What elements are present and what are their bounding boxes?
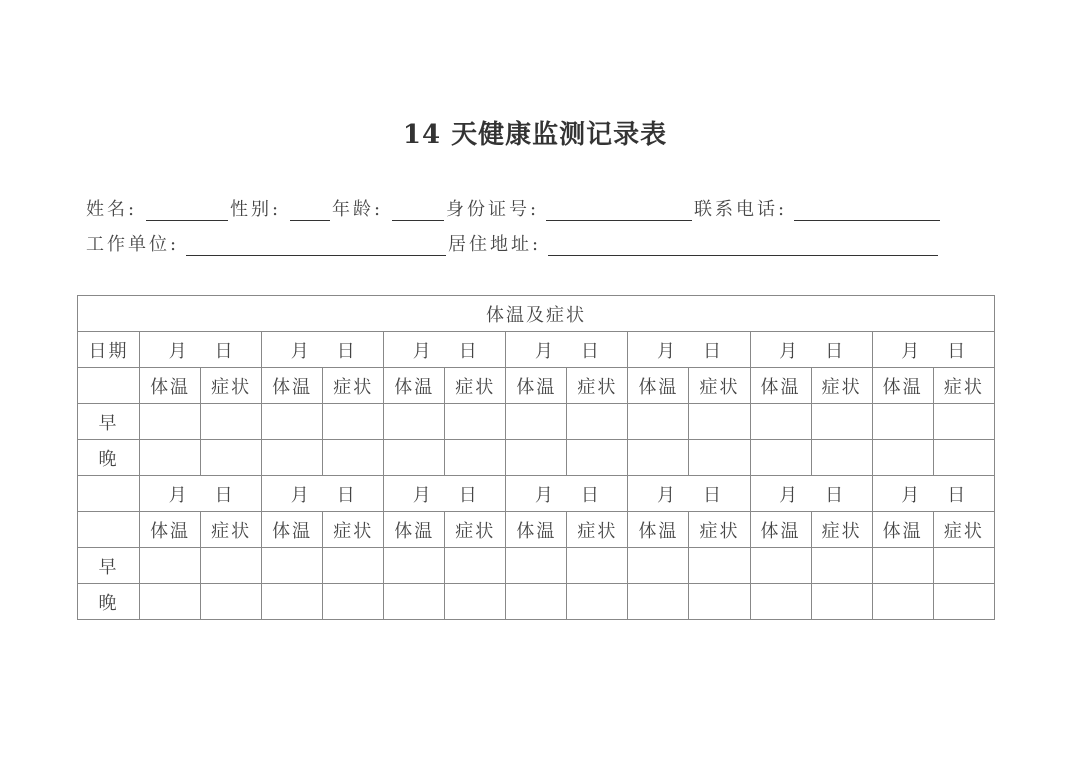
symptom-cell[interactable] [933, 404, 994, 440]
temperature-header: 体温 [872, 512, 933, 548]
month-label: 月 [779, 484, 798, 506]
date-cell[interactable] [140, 476, 262, 512]
month-day [413, 481, 477, 507]
temperature-cell[interactable] [140, 548, 201, 584]
month-day [779, 337, 843, 363]
temperature-cell[interactable] [506, 404, 567, 440]
symptom-cell[interactable] [323, 440, 384, 476]
symptom-header: 症状 [201, 368, 262, 404]
month-day [901, 481, 965, 507]
temperature-cell[interactable] [872, 440, 933, 476]
page-title: 14 天健康监测记录表 [402, 120, 668, 150]
day-label: 日 [947, 484, 966, 506]
temperature-cell[interactable] [262, 548, 323, 584]
work-unit-field[interactable] [186, 255, 446, 256]
date-cell[interactable] [750, 476, 872, 512]
temperature-header: 体温 [262, 512, 323, 548]
day-label: 日 [458, 484, 477, 506]
temperature-cell[interactable] [628, 440, 689, 476]
temperature-cell[interactable] [384, 584, 445, 620]
info-row-1 [86, 198, 946, 222]
symptom-cell[interactable] [567, 548, 628, 584]
subheader-row [78, 512, 995, 548]
symptom-cell[interactable] [445, 584, 506, 620]
temperature-cell[interactable] [750, 404, 811, 440]
month-label: 月 [656, 340, 675, 362]
temperature-cell[interactable] [262, 584, 323, 620]
month-label: 月 [168, 340, 187, 362]
age-label: 年龄: [332, 199, 384, 220]
gender-label: 性别: [230, 199, 282, 220]
name-field[interactable] [146, 220, 228, 221]
date-cell[interactable] [384, 476, 506, 512]
month-label: 月 [168, 484, 187, 506]
address-field[interactable] [548, 255, 938, 256]
temperature-cell[interactable] [506, 440, 567, 476]
symptom-cell[interactable] [445, 548, 506, 584]
temperature-header: 体温 [750, 368, 811, 404]
evening-row [78, 440, 995, 476]
symptom-cell[interactable] [323, 584, 384, 620]
name-label: 姓名: [86, 199, 138, 220]
symptom-header: 症状 [445, 512, 506, 548]
month-label: 月 [290, 340, 309, 362]
temperature-header: 体温 [384, 368, 445, 404]
day-label: 日 [336, 484, 355, 506]
temperature-cell[interactable] [140, 404, 201, 440]
month-label: 月 [534, 340, 553, 362]
symptom-header: 症状 [567, 368, 628, 404]
month-day [657, 481, 721, 507]
subheader-blank [78, 368, 140, 404]
month-label: 月 [779, 340, 798, 362]
symptom-cell[interactable] [689, 548, 750, 584]
temperature-header: 体温 [262, 368, 323, 404]
morning-row-label: 早 [78, 548, 140, 584]
symptom-cell[interactable] [933, 584, 994, 620]
symptom-cell[interactable] [811, 548, 872, 584]
month-label: 月 [901, 484, 920, 506]
health-record-table [77, 295, 995, 620]
month-day [657, 337, 721, 363]
symptom-header: 症状 [445, 368, 506, 404]
temperature-cell[interactable] [750, 548, 811, 584]
symptom-header: 症状 [689, 368, 750, 404]
month-day [169, 337, 233, 363]
subheader-row [78, 368, 995, 404]
date-cell[interactable] [262, 332, 384, 368]
symptom-cell[interactable] [201, 584, 262, 620]
id-number-field[interactable] [546, 220, 692, 221]
symptom-cell[interactable] [689, 440, 750, 476]
month-day [779, 481, 843, 507]
month-label: 月 [656, 484, 675, 506]
month-day [291, 481, 355, 507]
morning-row-label: 早 [78, 404, 140, 440]
temperature-cell[interactable] [384, 440, 445, 476]
symptom-cell[interactable] [445, 404, 506, 440]
day-label: 日 [825, 484, 844, 506]
address-label: 居住地址: [448, 234, 542, 255]
temperature-header: 体温 [628, 512, 689, 548]
date-cell[interactable] [506, 476, 628, 512]
date-label-empty [78, 476, 140, 512]
day-label: 日 [580, 340, 599, 362]
month-day [535, 481, 599, 507]
symptom-cell[interactable] [323, 404, 384, 440]
temperature-cell[interactable] [262, 404, 323, 440]
temperature-cell[interactable] [872, 404, 933, 440]
day-label: 日 [580, 484, 599, 506]
date-cell[interactable] [628, 476, 750, 512]
temperature-cell[interactable] [506, 548, 567, 584]
gender-field[interactable] [290, 220, 330, 221]
symptom-cell[interactable] [689, 584, 750, 620]
month-day [413, 337, 477, 363]
date-cell[interactable] [872, 476, 994, 512]
day-label: 日 [458, 340, 477, 362]
symptom-cell[interactable] [567, 440, 628, 476]
temperature-cell[interactable] [506, 584, 567, 620]
phone-label: 联系电话: [694, 199, 788, 220]
temperature-cell[interactable] [384, 548, 445, 584]
temperature-header: 体温 [628, 368, 689, 404]
day-label: 日 [214, 340, 233, 362]
symptom-cell[interactable] [323, 548, 384, 584]
month-label: 月 [412, 340, 431, 362]
temperature-cell[interactable] [262, 440, 323, 476]
evening-row-label: 晚 [78, 584, 140, 620]
symptom-header: 症状 [323, 512, 384, 548]
temperature-header: 体温 [872, 368, 933, 404]
temperature-cell[interactable] [872, 548, 933, 584]
temperature-cell[interactable] [140, 584, 201, 620]
symptom-cell[interactable] [689, 404, 750, 440]
temperature-cell[interactable] [628, 584, 689, 620]
date-cell[interactable] [262, 476, 384, 512]
temperature-cell[interactable] [628, 548, 689, 584]
temperature-header: 体温 [384, 512, 445, 548]
day-label: 日 [825, 340, 844, 362]
evening-row [78, 584, 995, 620]
month-day [291, 337, 355, 363]
temperature-cell[interactable] [750, 440, 811, 476]
date-cell[interactable] [872, 332, 994, 368]
month-day [901, 337, 965, 363]
month-day [535, 337, 599, 363]
symptom-cell[interactable] [201, 440, 262, 476]
temperature-header: 体温 [506, 368, 567, 404]
day-label: 日 [214, 484, 233, 506]
evening-row-label: 晚 [78, 440, 140, 476]
symptom-cell[interactable] [933, 548, 994, 584]
date-cell[interactable] [506, 332, 628, 368]
symptom-cell[interactable] [201, 548, 262, 584]
temperature-cell[interactable] [750, 584, 811, 620]
temperature-cell[interactable] [384, 404, 445, 440]
symptom-cell[interactable] [933, 440, 994, 476]
temperature-cell[interactable] [872, 584, 933, 620]
symptom-header: 症状 [323, 368, 384, 404]
date-cell[interactable] [628, 332, 750, 368]
symptom-cell[interactable] [567, 584, 628, 620]
symptom-cell[interactable] [811, 404, 872, 440]
symptom-header: 症状 [811, 368, 872, 404]
subheader-blank [78, 512, 140, 548]
day-label: 日 [336, 340, 355, 362]
day-label: 日 [947, 340, 966, 362]
symptom-header: 症状 [933, 368, 994, 404]
symptom-cell[interactable] [445, 440, 506, 476]
date-cell[interactable] [384, 332, 506, 368]
table-header: 体温及症状 [78, 296, 995, 332]
symptom-header: 症状 [567, 512, 628, 548]
day-label: 日 [702, 484, 721, 506]
info-row-2 [86, 233, 946, 257]
month-label: 月 [290, 484, 309, 506]
symptom-header: 症状 [811, 512, 872, 548]
date-row [78, 476, 995, 512]
symptom-header: 症状 [933, 512, 994, 548]
temperature-header: 体温 [750, 512, 811, 548]
temperature-cell[interactable] [140, 440, 201, 476]
date-cell[interactable] [140, 332, 262, 368]
morning-row [78, 548, 995, 584]
symptom-cell[interactable] [811, 440, 872, 476]
morning-row [78, 404, 995, 440]
month-label: 月 [412, 484, 431, 506]
symptom-cell[interactable] [811, 584, 872, 620]
temperature-header: 体温 [140, 512, 201, 548]
date-row [78, 332, 995, 368]
month-label: 月 [534, 484, 553, 506]
symptom-cell[interactable] [201, 404, 262, 440]
id-number-label: 身份证号: [446, 199, 540, 220]
symptom-cell[interactable] [567, 404, 628, 440]
day-label: 日 [702, 340, 721, 362]
temperature-header: 体温 [506, 512, 567, 548]
temperature-header: 体温 [140, 368, 201, 404]
work-unit-label: 工作单位: [86, 234, 180, 255]
month-label: 月 [901, 340, 920, 362]
phone-field[interactable] [794, 220, 940, 221]
date-label: 日期 [78, 332, 140, 368]
table-header-row [78, 296, 995, 332]
symptom-header: 症状 [689, 512, 750, 548]
age-field[interactable] [392, 220, 444, 221]
temperature-cell[interactable] [628, 404, 689, 440]
date-cell[interactable] [750, 332, 872, 368]
month-day [169, 481, 233, 507]
symptom-header: 症状 [201, 512, 262, 548]
